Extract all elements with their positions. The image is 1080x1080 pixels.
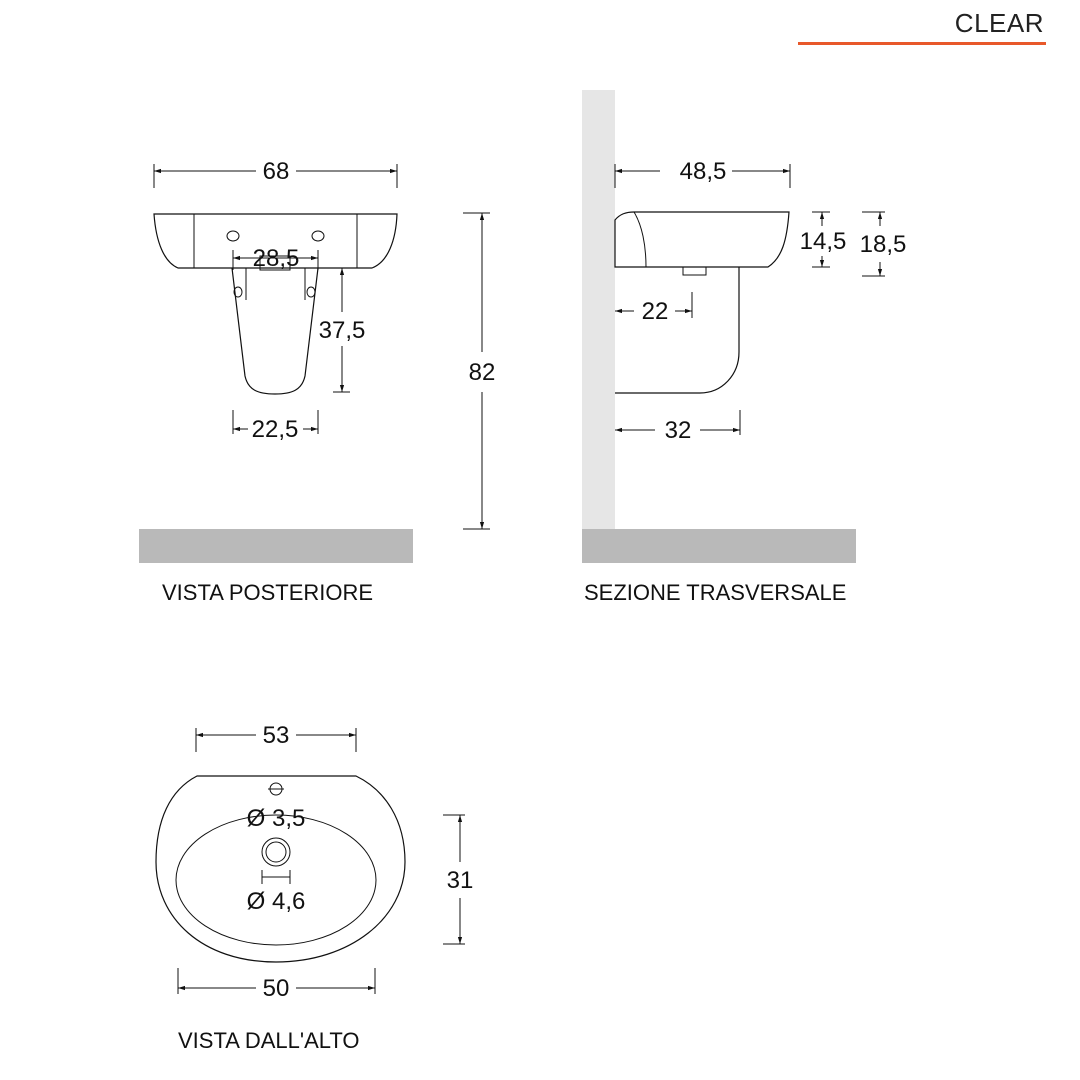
dim-depth-total: 48,5 [679, 158, 727, 185]
section-wall [582, 90, 615, 530]
top-view [156, 722, 473, 1002]
rear-view [139, 158, 495, 563]
section-view [582, 90, 906, 563]
section-basin-outline [615, 212, 789, 267]
label-rear-view: VISTA POSTERIORE [162, 580, 374, 605]
dim-tap-hole: Ø 3,5 [246, 805, 306, 832]
dim-pedestal-depth: 32 [664, 417, 692, 444]
section-floor [582, 529, 856, 563]
dim-drain-hole: Ø 4,6 [246, 888, 306, 915]
label-top-view: VISTA DALL'ALTO [178, 1028, 360, 1053]
dim-basin-height: 14,5 [799, 228, 847, 255]
dim-drain-offset: 22 [641, 298, 669, 325]
dim-install-height: 82 [468, 359, 496, 386]
dim-width-inner: 50 [262, 975, 290, 1002]
dim-width-outer: 53 [262, 722, 290, 749]
rear-floor [139, 529, 413, 563]
dim-width-total: 68 [262, 158, 290, 185]
dim-holes-spacing: 28,5 [252, 245, 300, 272]
dim-depth: 31 [446, 867, 474, 894]
dim-pedestal-width: 22,5 [251, 416, 299, 443]
top-basin-outer [156, 776, 405, 962]
label-section-view: SEZIONE TRASVERSALE [584, 580, 847, 605]
top-basin-inner [176, 815, 376, 945]
dim-pedestal-height: 37,5 [318, 317, 366, 344]
brand-name: CLEAR [954, 8, 1044, 38]
section-pedestal-outline [615, 267, 739, 393]
dim-total-height: 18,5 [859, 231, 907, 258]
